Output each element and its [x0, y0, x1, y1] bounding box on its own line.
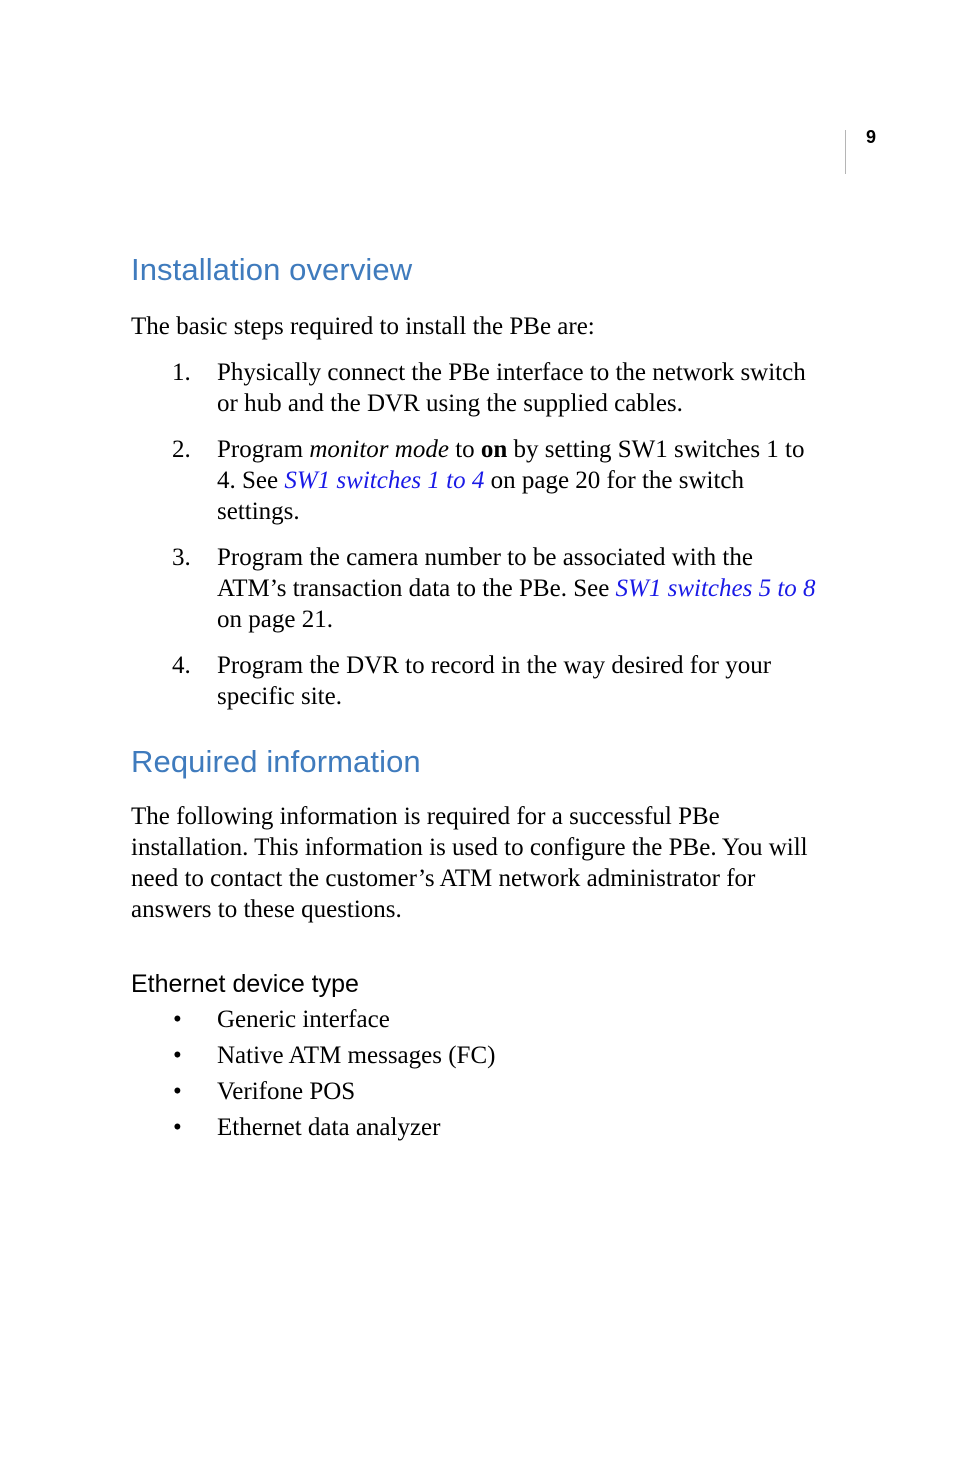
installation-steps-list: [131, 357, 821, 712]
xref-link-sw1-switches-5-to-8[interactable]: SW1 switches 5 to 8: [615, 575, 816, 602]
step-text: on page 21.: [217, 606, 333, 633]
step-text: Program: [217, 436, 310, 463]
list-item: [131, 434, 821, 527]
bullet-icon: •: [173, 1006, 182, 1033]
installation-intro: The basic steps required to install the PBe are:: [131, 313, 595, 340]
ethernet-device-type-heading: Ethernet device type: [131, 970, 359, 998]
list-item: [131, 1076, 821, 1107]
xref-link-sw1-switches-1-to-4[interactable]: SW1 switches 1 to 4: [284, 467, 485, 494]
step-text: Program the camera number to be associated with the ATM’s transaction data to the PBe. See: [217, 544, 753, 602]
required-information-heading: Required information: [131, 744, 421, 779]
page-content: [131, 250, 821, 1148]
bullet-icon: •: [173, 1042, 182, 1069]
installation-overview-heading: Installation overview: [131, 252, 413, 287]
list-item: [131, 1040, 821, 1071]
step-number: 1.: [172, 359, 191, 386]
list-item: [131, 650, 821, 712]
list-item: [131, 542, 821, 635]
required-information-paragraph: The following information is required for a successful PBe installation. This information is used to configure the PBe. You will need to contact the customer’s ATM network administrator for answers to these questions.: [131, 803, 808, 923]
step-text: on page 20 for the switch settings.: [217, 467, 745, 525]
bullet-icon: •: [173, 1078, 182, 1105]
list-item: [131, 357, 821, 419]
monitor-mode-term: monitor mode: [309, 436, 449, 463]
step-number: 4.: [172, 652, 191, 679]
list-item: [131, 1004, 821, 1035]
list-item-text: Generic interface: [217, 1006, 390, 1033]
step-text: by setting SW1 switches 1 to 4. See: [217, 436, 805, 494]
list-item-text: Verifone POS: [217, 1078, 356, 1105]
step-text: Program the DVR to record in the way desired for your specific site.: [217, 652, 772, 710]
step-number: 2.: [172, 436, 191, 463]
page-number-rule: [845, 130, 846, 174]
list-item: [131, 1112, 821, 1143]
ethernet-device-type-list: [131, 1004, 821, 1143]
step-text: Physically connect the PBe interface to the network switch or hub and the DVR using the supplied cables.: [217, 359, 806, 417]
list-item-text: Ethernet data analyzer: [217, 1114, 441, 1141]
bullet-icon: •: [173, 1114, 182, 1141]
step-number: 3.: [172, 544, 191, 571]
step-text: to: [448, 436, 481, 463]
list-item-text: Native ATM messages (FC): [217, 1042, 496, 1069]
on-term: on: [480, 436, 508, 463]
page-number: 9: [866, 127, 877, 147]
